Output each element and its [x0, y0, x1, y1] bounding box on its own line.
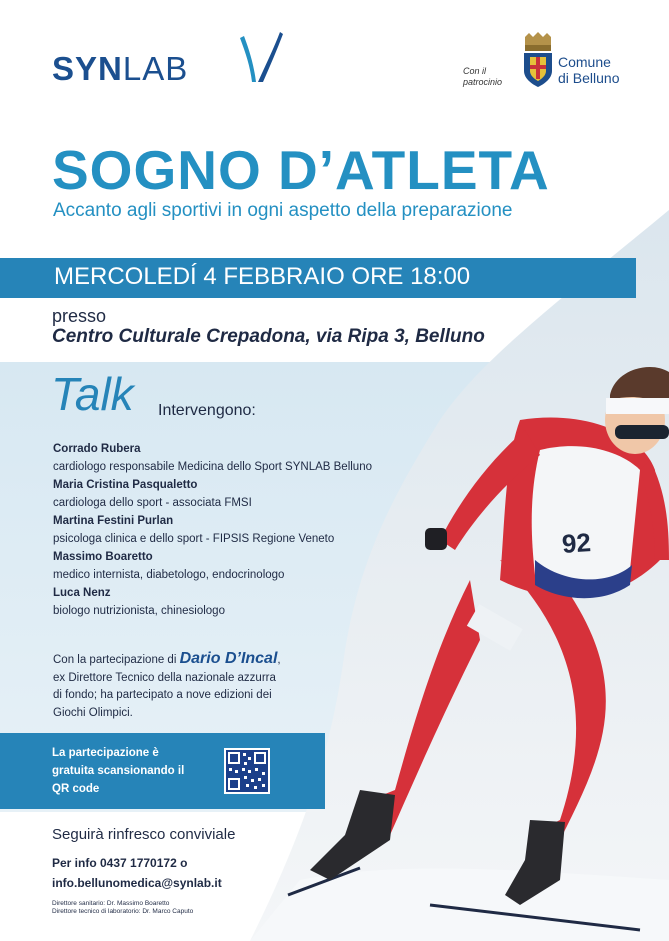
director-lab: Direttore tecnico di laboratorio: Dr. Marco Caputo — [52, 908, 194, 915]
talk-heading: Talk — [51, 368, 134, 420]
comune-line-2: di Belluno — [558, 70, 620, 86]
registration-line-2: gratuita scansionando il — [52, 765, 185, 777]
patronage-line-1: Con il — [463, 66, 487, 76]
sunglasses — [615, 425, 669, 439]
refreshment-note: Seguirà rinfresco conviviale — [52, 826, 236, 843]
director-sanitary: Direttore sanitario: Dr. Massimo Boaretto — [52, 900, 170, 907]
info-email-link[interactable]: info.bellunomedica@synlab.it — [52, 876, 222, 890]
speaker-item — [53, 476, 453, 512]
speaker-role: cardiologo responsabile Medicina dello Sport SYNLAB Belluno — [53, 461, 372, 473]
patronage-label — [463, 66, 502, 88]
guest-line-4: Giochi Olimpici. — [53, 706, 133, 719]
synlab-logo — [52, 50, 188, 88]
speaker-item — [53, 584, 453, 620]
speaker-name: Maria Cristina Pasqualetto — [53, 479, 198, 491]
snow-ground — [250, 868, 669, 941]
guest-paragraph — [53, 650, 343, 722]
synlab-logo-lab: LAB — [122, 50, 189, 87]
guest-name: Dario D’Incal — [179, 650, 278, 667]
registration-line-3: QR code — [52, 783, 100, 795]
synlab-wave-icon — [236, 30, 286, 86]
speaker-name: Massimo Boaretto — [53, 551, 153, 563]
bib-number: 92 — [560, 527, 592, 559]
speakers-list — [53, 440, 453, 620]
qr-code-icon[interactable] — [224, 748, 270, 794]
belluno-crest-icon — [521, 31, 555, 89]
bib — [532, 446, 640, 586]
speaker-role: psicologa clinica e dello sport - FIPSIS Regione Veneto — [53, 533, 335, 545]
speakers-intro: Intervengono: — [158, 402, 256, 419]
speaker-name: Martina Festini Purlan — [53, 515, 174, 527]
guest-line-3: di fondo; ha partecipato a nove edizioni dei — [53, 689, 272, 701]
speaker-name: Corrado Rubera — [53, 443, 141, 455]
speaker-role: medico internista, diabetologo, endocrinologo — [53, 569, 285, 581]
speaker-name: Luca Nenz — [53, 587, 111, 599]
comune-line-1: Comune — [558, 54, 611, 70]
comune-label — [558, 54, 620, 86]
headband — [606, 398, 669, 414]
speaker-item — [53, 440, 453, 476]
event-title: SOGNO D’ATLETA — [52, 139, 550, 201]
registration-text — [52, 744, 222, 798]
speaker-role: cardiologa dello sport - associata FMSI — [53, 497, 252, 509]
guest-prefix: Con la partecipazione di — [53, 654, 180, 666]
speaker-role: biologo nutrizionista, chinesiologo — [53, 605, 225, 617]
event-venue: Centro Culturale Crepadona, via Ripa 3, Belluno — [52, 326, 485, 347]
info-phone: Per info 0437 1770172 o — [52, 856, 188, 870]
patronage-line-2: patrocinio — [463, 77, 503, 87]
presso-label: presso — [52, 306, 107, 326]
event-date: MERCOLEDÍ 4 FEBBRAIO ORE 18:00 — [54, 263, 471, 290]
event-subtitle: Accanto agli sportivi in ogni aspetto della preparazione — [53, 200, 513, 221]
registration-line-1: La partecipazione è — [52, 747, 159, 759]
guest-line-2: ex Direttore Tecnico della nazionale azzurra — [53, 671, 276, 684]
guest-suffix: , — [277, 654, 281, 666]
synlab-logo-syn: SYN — [52, 50, 123, 87]
guest-line-1 — [53, 650, 343, 670]
speaker-item — [53, 512, 453, 548]
speaker-item — [53, 548, 453, 584]
